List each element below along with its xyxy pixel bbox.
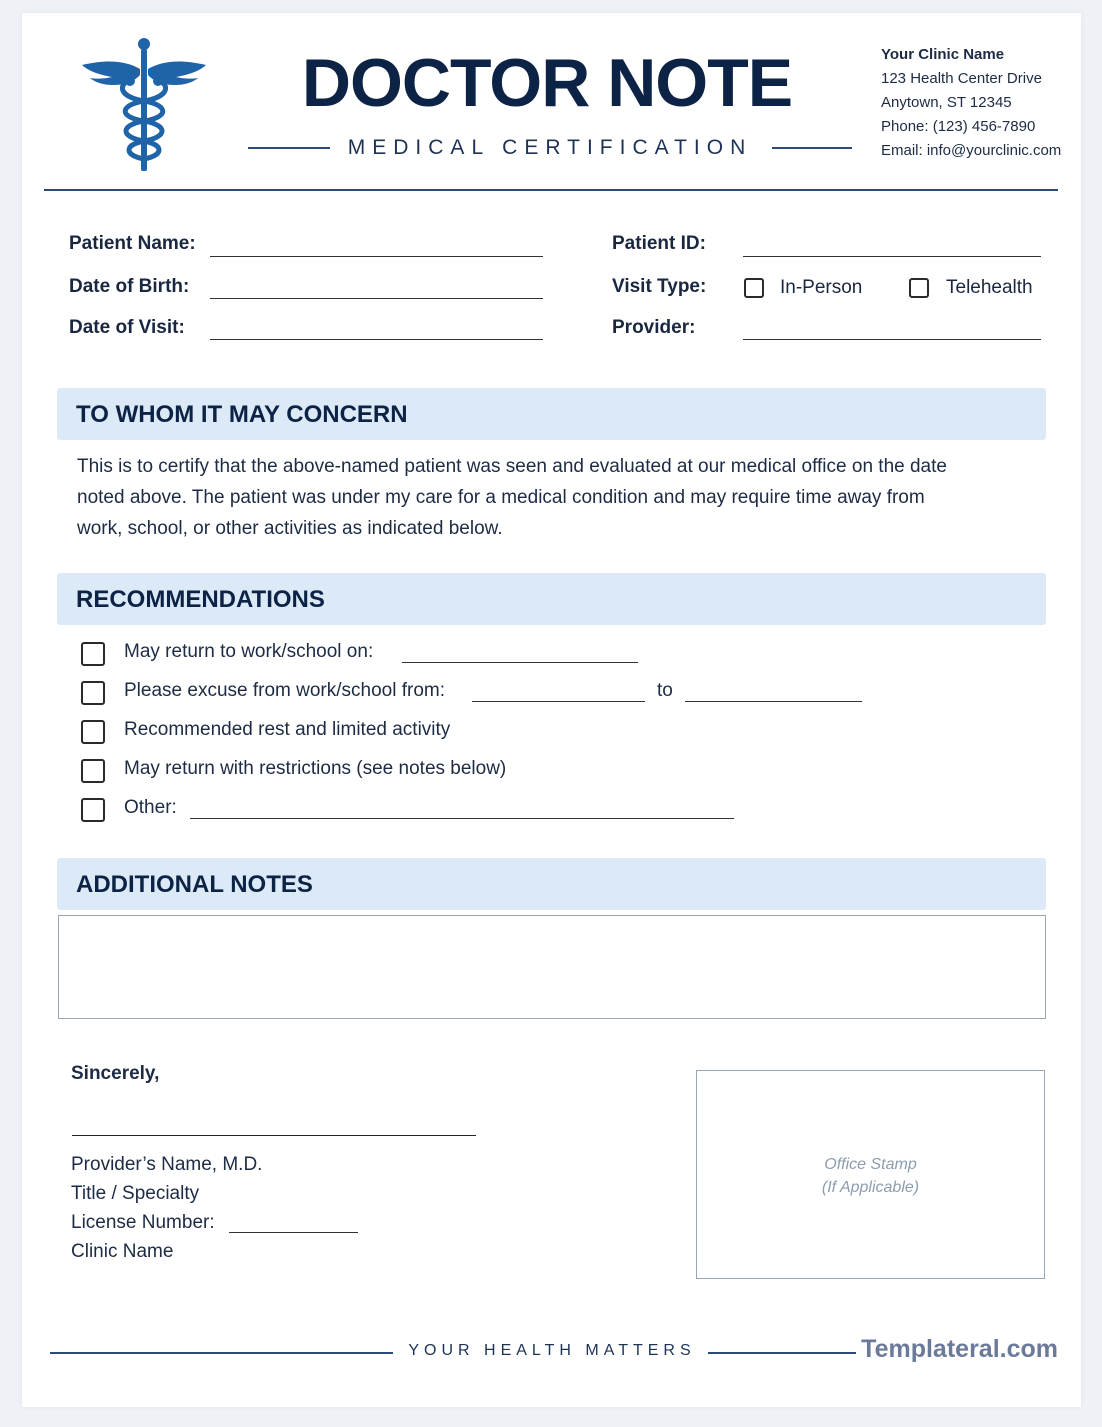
provider-label: Provider: [612, 317, 696, 338]
document-subtitle: MEDICAL CERTIFICATION [347, 136, 753, 159]
clinic-address: 123 Health Center Drive [881, 70, 1042, 87]
provider-name-text: Provider’s Name, M.D. [71, 1154, 263, 1175]
office-stamp-box [696, 1070, 1045, 1279]
concern-line: noted above. The patient was under my care for a medical condition and may require time away from [77, 487, 925, 508]
excuse-to-field[interactable] [685, 701, 862, 702]
patient-name-label: Patient Name: [69, 233, 196, 254]
subtitle-rule-right [772, 147, 852, 149]
concern-line: This is to certify that the above-named patient was seen and evaluated at our medical office on the date [77, 456, 947, 477]
subtitle-row [248, 133, 852, 163]
footer-tagline: YOUR HEALTH MATTERS [408, 1342, 696, 1359]
concern-line: work, school, or other activities as indicated below. [77, 518, 503, 539]
stamp-line: Office Stamp [824, 1156, 917, 1173]
provider-title-text: Title / Specialty [71, 1183, 200, 1204]
excuse-label: Please excuse from work/school from: [124, 680, 446, 701]
notes-textarea[interactable] [58, 915, 1046, 1019]
patient-id-label: Patient ID: [612, 233, 706, 254]
license-field[interactable] [229, 1232, 358, 1233]
dob-field[interactable] [210, 298, 543, 299]
brand-link[interactable]: Templateral.com [861, 1335, 1058, 1363]
excuse-checkbox[interactable] [81, 681, 105, 705]
header-divider [44, 189, 1058, 191]
concern-paragraph [77, 451, 1037, 544]
in-person-checkbox[interactable] [744, 278, 764, 298]
footer-rule-left [50, 1352, 393, 1354]
license-label: License Number: [71, 1212, 215, 1233]
excuse-to-label: to [657, 680, 673, 701]
recommendations-section-header [57, 573, 1046, 625]
dob-label: Date of Birth: [69, 276, 190, 297]
in-person-label: In-Person [780, 277, 863, 298]
footer-rule-right [708, 1352, 856, 1354]
clinic-city: Anytown, ST 12345 [881, 94, 1012, 111]
document-page [22, 13, 1081, 1407]
rest-checkbox[interactable] [81, 720, 105, 744]
visit-date-field[interactable] [210, 339, 543, 340]
other-checkbox[interactable] [81, 798, 105, 822]
stamp-placeholder [697, 1153, 1044, 1199]
visit-date-label: Date of Visit: [69, 317, 185, 338]
return-date-field[interactable] [402, 662, 638, 663]
excuse-from-field[interactable] [472, 701, 645, 702]
clinic-name-text: Clinic Name [71, 1241, 174, 1262]
patient-id-field[interactable] [743, 256, 1041, 257]
clinic-name: Your Clinic Name [881, 46, 1005, 63]
restrictions-label: May return with restrictions (see notes below) [124, 758, 507, 779]
concern-heading: TO WHOM IT MAY CONCERN [76, 401, 408, 428]
return-date-checkbox[interactable] [81, 642, 105, 666]
clinic-email: Email: info@yourclinic.com [881, 142, 1062, 159]
recommendations-heading: RECOMMENDATIONS [76, 586, 325, 613]
telehealth-checkbox[interactable] [909, 278, 929, 298]
concern-section-header [57, 388, 1046, 440]
notes-heading: ADDITIONAL NOTES [76, 871, 313, 898]
closing-text: Sincerely, [71, 1063, 160, 1084]
clinic-phone: Phone: (123) 456-7890 [881, 118, 1036, 135]
restrictions-checkbox[interactable] [81, 759, 105, 783]
rest-label: Recommended rest and limited activity [124, 719, 451, 740]
notes-section-header [57, 858, 1046, 910]
other-field[interactable] [190, 818, 734, 819]
stamp-line: (If Applicable) [821, 1179, 920, 1196]
telehealth-label: Telehealth [946, 277, 1033, 298]
signature-line[interactable] [72, 1135, 476, 1136]
other-label: Other: [124, 797, 177, 818]
document-title: DOCTOR NOTE [301, 45, 793, 121]
patient-name-field[interactable] [210, 256, 543, 257]
clinic-info [881, 43, 1071, 163]
visit-type-label: Visit Type: [612, 276, 707, 297]
caduceus-icon [78, 35, 210, 175]
return-date-label: May return to work/school on: [124, 641, 374, 662]
provider-field[interactable] [743, 339, 1041, 340]
